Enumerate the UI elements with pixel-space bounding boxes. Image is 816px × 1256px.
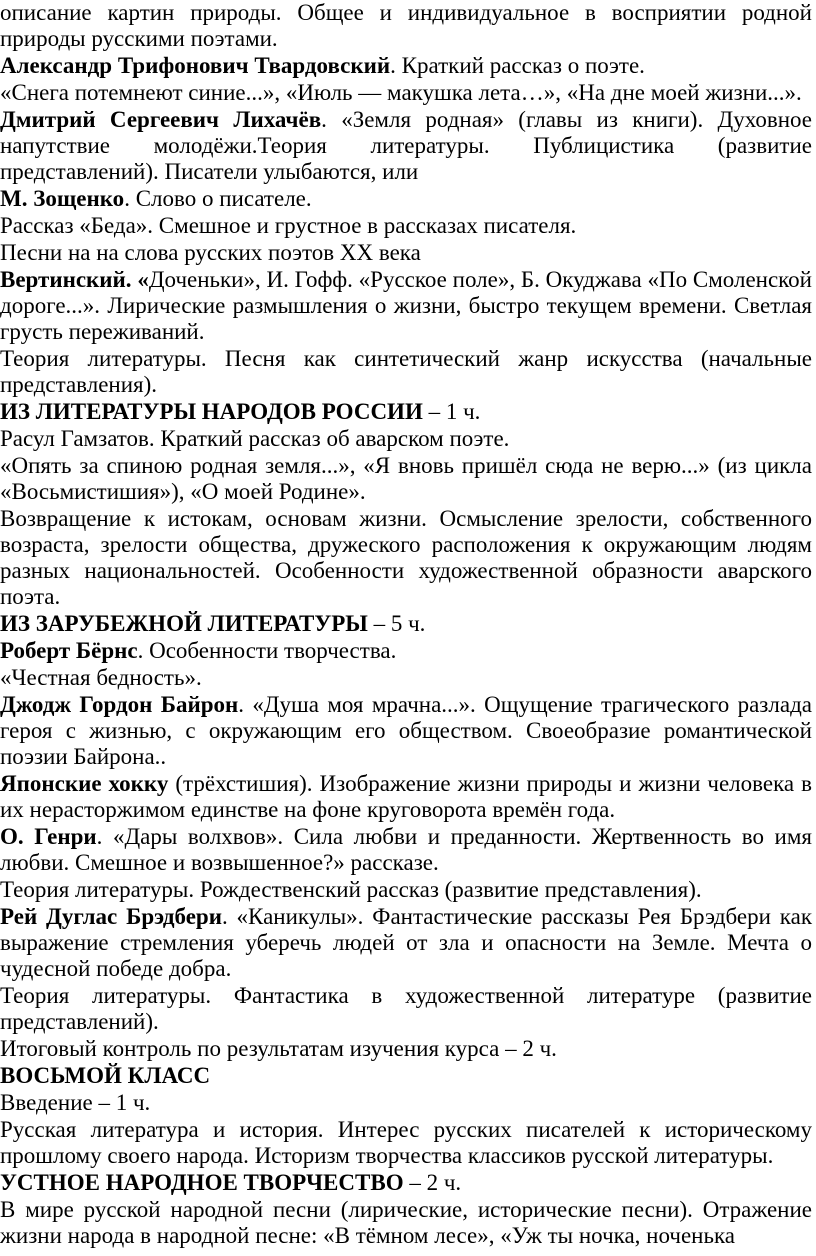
text-run: . «Каникулы». Фантастические рассказы Рея Брэдбери как выражение стремления уберечь людей от зла и опасности на Земле. Мечта о чудесной победе добра. (0, 904, 812, 981)
text-run: Теория литературы. Фантастика в художественной литературе (развитие представлений). (0, 983, 812, 1034)
paragraph-p07 (0, 240, 816, 266)
paragraph-p26 (0, 1117, 816, 1169)
bold-text: ИЗ ЛИТЕРАТУРЫ НАРОДОВ РОССИИ (0, 399, 423, 424)
text-run: – 1 ч. (422, 399, 481, 424)
bold-text: ИЗ ЗАРУБЕЖНОЙ ЛИТЕРАТУРЫ (0, 611, 368, 636)
text-run: . Слово о писателе. (124, 186, 312, 211)
paragraph-p23 (0, 1036, 816, 1062)
text-run: Возвращение к истокам, основам жизни. Осмысление зрелости, собственного возраста, зрелости общества, дружеского расположения к окружающим людям разных национальностей. Особенности художественной образности аварского поэта. (0, 506, 812, 609)
paragraph-p05 (0, 186, 816, 212)
text-run: Русская литература и история. Интерес русских писателей к историческому прошлому своего народа. Историзм творчества классиков русской литературы. (0, 1117, 812, 1168)
text-run: Итоговый контроль по результатам изучения курса – 2 ч. (0, 1036, 557, 1061)
text-run: Теория литературы. Рождественский рассказ (развитие представления). (0, 877, 702, 902)
bold-text: Роберт Бёрнс (0, 638, 138, 663)
text-run: Расул Гамзатов. Краткий рассказ об аварском поэте. (0, 426, 510, 451)
bold-text: Джодж Гордон Байрон (0, 692, 239, 717)
text-run: В мире русской народной песни (лирические, исторические песни). Отражение жизни народа в народной песне: «В тёмном лесе», «Уж ты ночка, ноченька (0, 1197, 812, 1248)
text-run: . «Душа моя мрачна...». Ощущение трагического разлада героя с жизнью, с окружающим его обществом. Своеобразие романтической поэзии Байрона.. (0, 692, 812, 769)
text-run: «Честная бедность». (0, 665, 202, 690)
paragraph-p06 (0, 213, 816, 239)
text-run: «Опять за спиною родная земля...», «Я вновь пришёл сюда не верю...» (из цикла «Восьмистишия»), «О моей Родине». (0, 453, 812, 504)
paragraph-p24 (0, 1063, 816, 1089)
paragraph-p01 (0, 0, 816, 52)
text-run: . Особенности творчества. (137, 638, 397, 663)
paragraph-p15 (0, 638, 816, 664)
paragraph-spacer (0, 1249, 816, 1250)
paragraph-p19 (0, 824, 816, 876)
bold-text: О. Генри (0, 824, 97, 849)
paragraph-p02 (0, 53, 816, 79)
text-run: (трёхстишия). Изображение жизни природы и жизни человека в их нерасторжимом единстве на фоне круговорота времён года. (0, 771, 812, 822)
bold-text: Рей Дуглас Брэдбери (0, 904, 222, 929)
paragraph-p11 (0, 426, 816, 452)
paragraph-p08 (0, 267, 816, 345)
bold-text: Александр Трифонович Твардовский (0, 53, 391, 78)
bold-text: М. Зощенко (0, 186, 125, 211)
text-run: Доченьки», И. Гофф. «Русское поле», Б. Окуджава «По Смоленской дороге...». Лирические размышления о жизни, быстро текущем времени. Светлая грусть переживаний. (0, 267, 812, 344)
bold-text: Дмитрий Сергеевич Лихачёв (0, 107, 322, 132)
text-run: – 2 ч. (403, 1170, 462, 1195)
text-run: . Краткий рассказ о поэте. (390, 53, 645, 78)
paragraph-p27 (0, 1170, 816, 1196)
paragraph-p09 (0, 346, 816, 398)
text-run: Теория литературы. Песня как синтетический жанр искусства (начальные представления). (0, 346, 812, 397)
paragraph-p18 (0, 771, 816, 823)
paragraph-p10 (0, 399, 816, 425)
paragraph-p25 (0, 1090, 816, 1116)
bold-text: Японские хокку (0, 771, 169, 796)
paragraph-p28 (0, 1197, 816, 1249)
text-run: . «Земля родная» (главы из книги). Духовное напутствие молодёжи.Теория литературы. Публицистика (развитие представлений). Писатели улыбаются, или (0, 107, 812, 184)
text-run: Песни на на слова русских поэтов XX века (0, 240, 421, 265)
text-run: . «Дары волхвов». Сила любви и преданности. Жертвенность во имя любви. Смешное и возвышенное?» рассказе. (0, 824, 812, 875)
paragraph-p03 (0, 80, 816, 106)
paragraph-p17 (0, 692, 816, 770)
bold-text: ВОСЬМОЙ КЛАСС (0, 1063, 211, 1088)
paragraph-p16 (0, 665, 816, 691)
paragraph-p21 (0, 904, 816, 982)
text-run: «Снега потемнеют синие...», «Июль — макушка лета…», «На дне моей жизни...». (0, 80, 802, 105)
text-run: Введение – 1 ч. (0, 1090, 151, 1115)
paragraph-p04 (0, 107, 816, 185)
text-run: описание картин природы. Общее и индивидуальное в восприятии родной природы русскими поэтами. (0, 0, 812, 51)
text-run: Рассказ «Беда». Смешное и грустное в рассказах писателя. (0, 213, 577, 238)
bold-text: Вертинский. « (0, 267, 149, 292)
bold-text: УСТНОЕ НАРОДНОЕ ТВОРЧЕСТВО (0, 1170, 404, 1195)
text-run: – 5 ч. (367, 611, 426, 636)
paragraph-p22 (0, 983, 816, 1035)
paragraph-p12 (0, 453, 816, 505)
paragraph-p20 (0, 877, 816, 903)
paragraph-p14 (0, 611, 816, 637)
paragraph-p13 (0, 506, 816, 610)
